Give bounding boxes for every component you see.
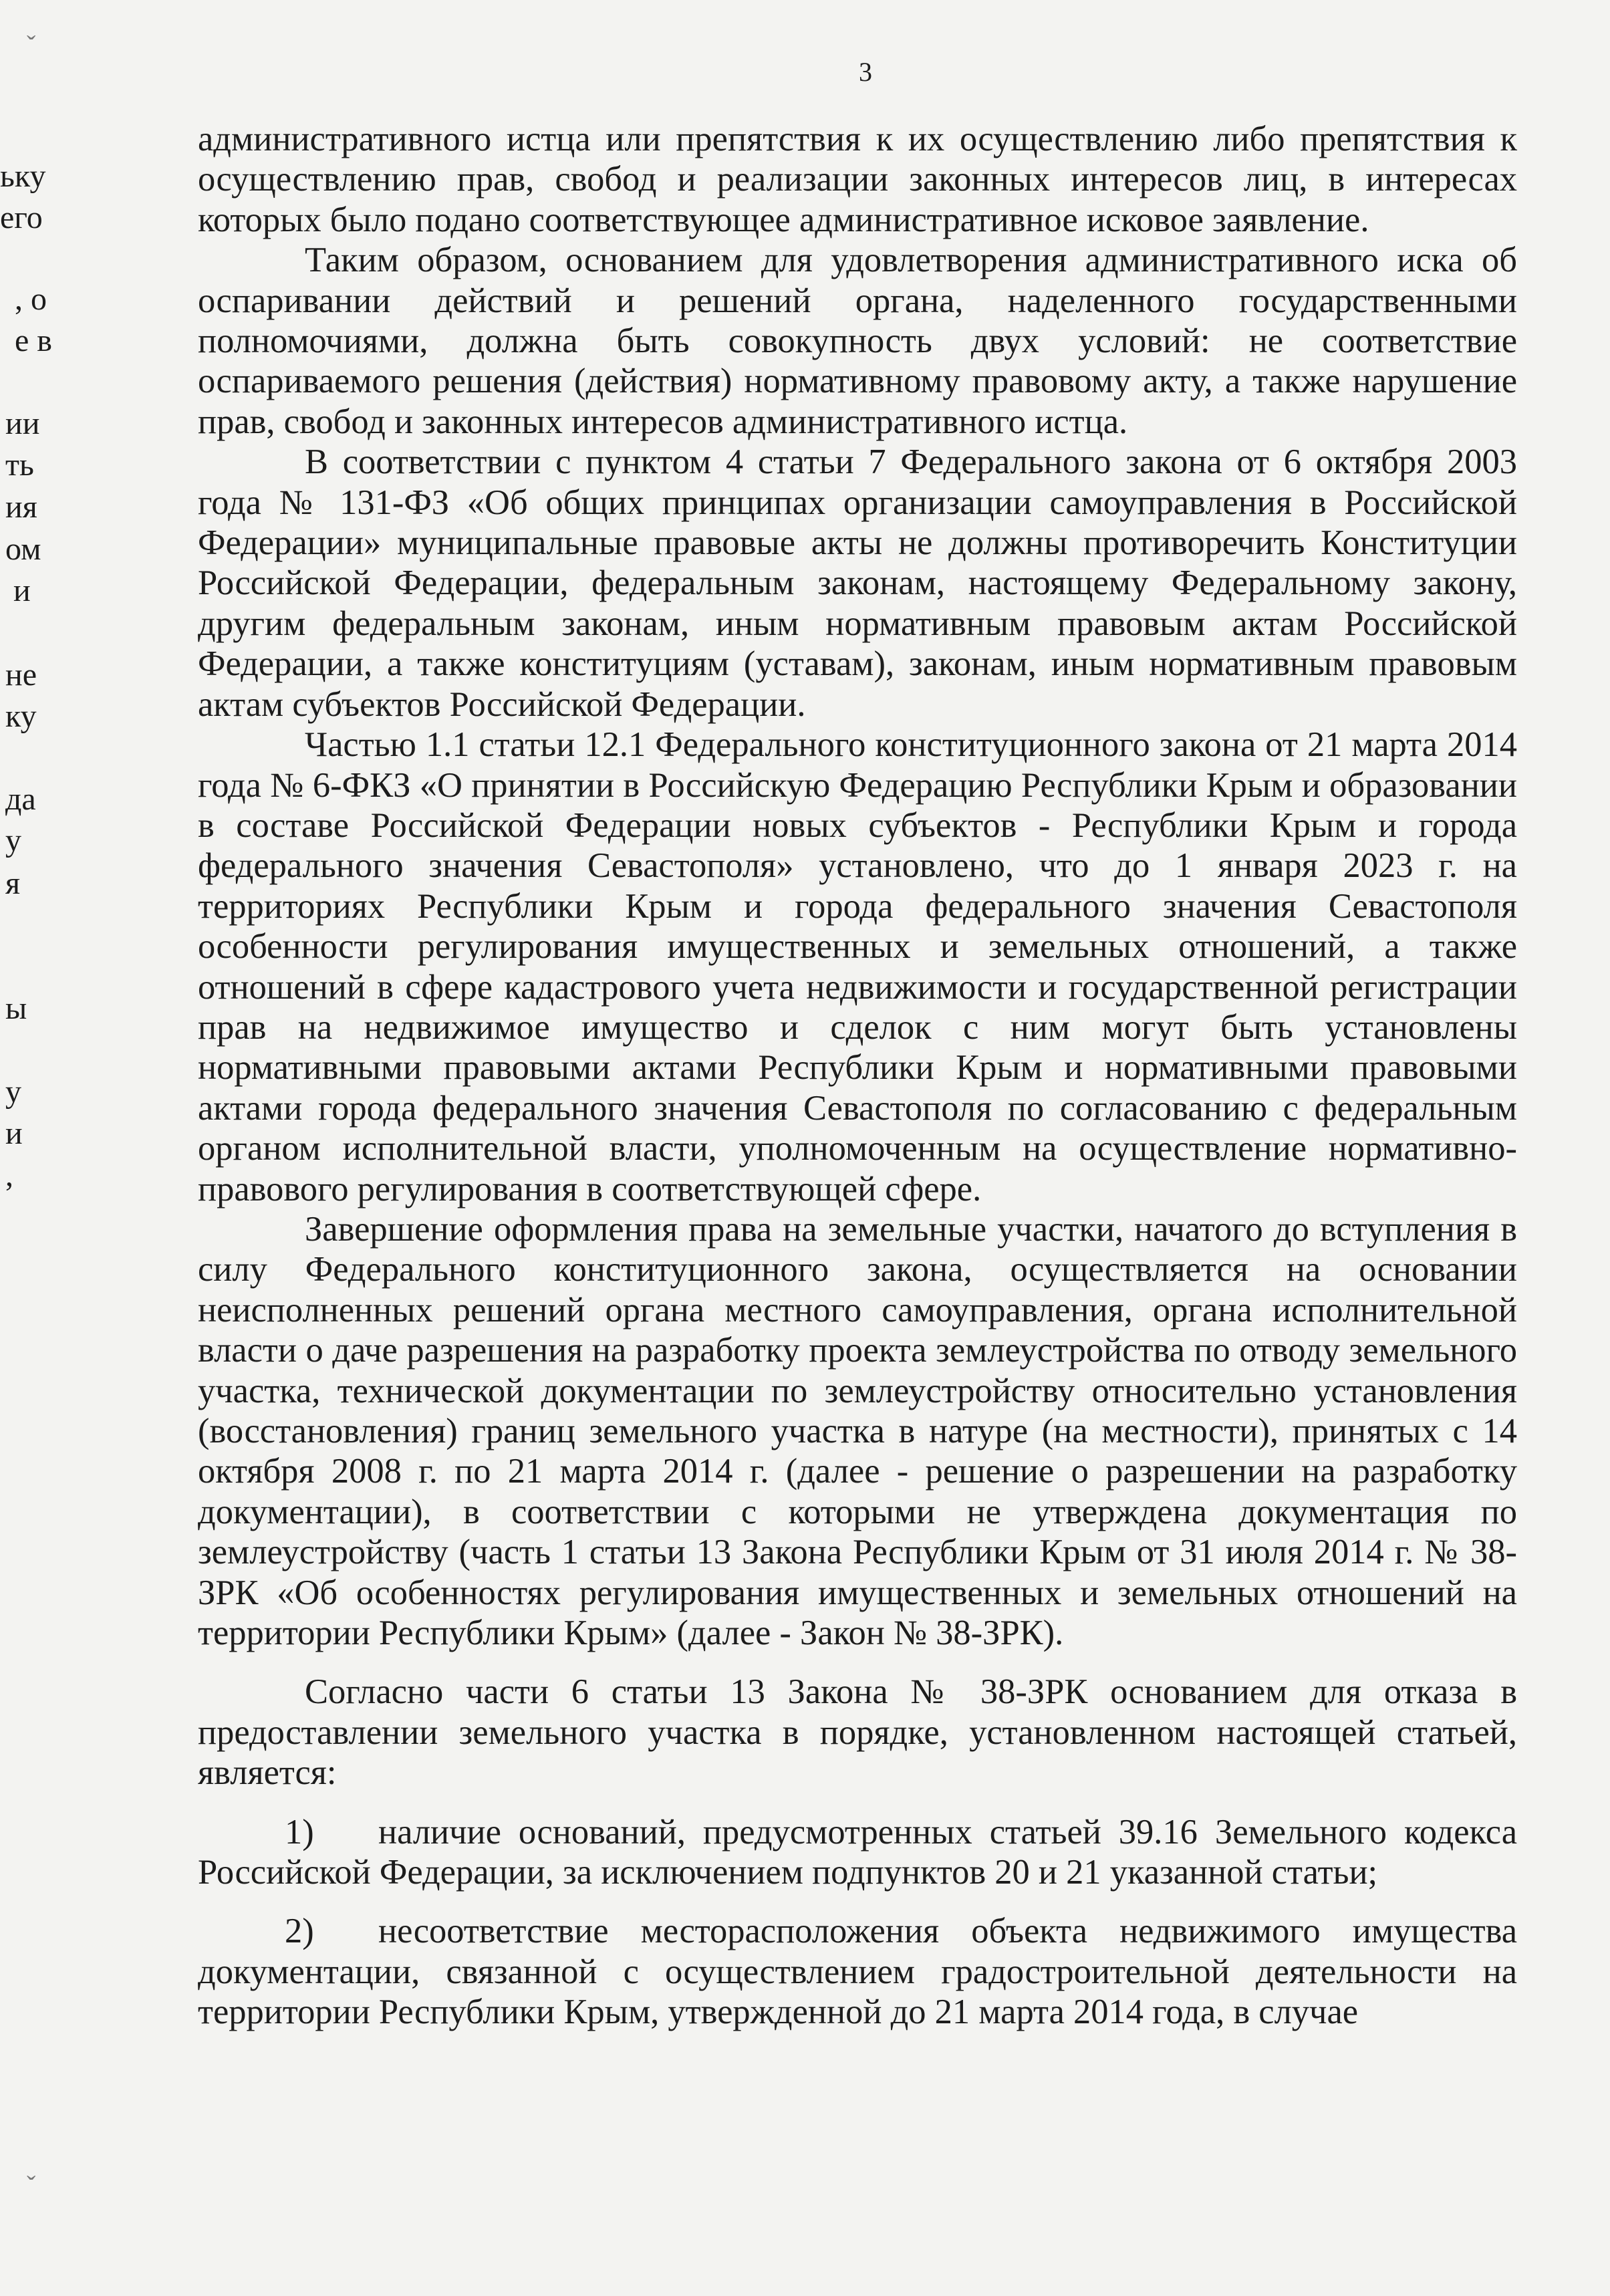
staple-mark: ˇ (27, 2170, 36, 2200)
list-item-number: 2) (285, 1912, 314, 1951)
list-item (198, 1911, 1517, 2032)
paragraph: Завершение оформления права на земельные участки, начатого до вступления в силу Федерального конституционного закона, осуществляется на основании неисполненных решений органа местного самоуправления, органа исполнительной власти о даче разрешения на разработку проекта землеустройства по отводу земельного участка, технической документации по землеустройству относительно установления (восстановления) границ земельного участка в натуре (на местности), принятых с 14 октября 2008 г. по 21 марта 2014 г. (далее - решение о разрешении на разработку документации), в соответствии с которыми не утверждена документация по землеустройству (часть 1 статьи 13 Закона Республики Крым от 31 июля 2014 г. № 38-ЗРК «Об особенностях регулирования имущественных и земельных отношений на территории Республики Крым» (далее - Закон № 38-ЗРК). (198, 1209, 1517, 1653)
paragraph: Частью 1.1 статьи 12.1 Федерального конституционного закона от 21 марта 2014 года № 6-ФКЗ «О принятии в Российскую Федерацию Республики Крым и образовании в составе Российской Федерации новых субъектов - Республики Крым и города федерального значения Севастополя» установлено, что до 1 января 2023 г. на территориях Республики Крым и города федерального значения Севастополя особенности регулирования имущественных и земельных отношений, а также отношений в сфере кадастрового учета недвижимости и государственной регистрации прав на недвижимое имущество и сделок с ним могут быть установлены нормативными правовыми актами Республики Крым и нормативными правовыми актами города федерального значения Севастополя по согласованию с федеральным органом исполнительной власти, уполномоченным на осуществление нормативно-правового регулирования в соответствующей сфере. (198, 725, 1517, 1208)
page-number: 3 (859, 57, 872, 87)
list-item-text: несоответствие месторасположения объекта недвижимого имущества документации, связанной с осуществлением градостроительной деятельности на территории Республики Крым, утвержденной до 21 марта 2014 года, в случае (198, 1912, 1517, 2032)
margin-fragment: и (5, 1116, 23, 1151)
margin-fragment: ьку (0, 158, 46, 194)
margin-fragment: и (13, 573, 31, 608)
margin-fragment: у (5, 823, 21, 858)
margin-fragment: е в (15, 323, 52, 358)
margin-fragment: у (5, 1074, 21, 1110)
paragraph: Таким образом, основанием для удовлетворения административного иска об оспаривании действий и решений органа, наделенного государственными полномочиями, должна быть совокупность двух условий: не соответствие оспариваемого решения (действия) нормативному правовому акту, а также нарушение прав, свобод и законных интересов административного истца. (198, 241, 1517, 441)
list-item-number: 1) (285, 1812, 314, 1852)
list-item-text: наличие оснований, предусмотренных статьей 39.16 Земельного кодекса Российской Федерации, за исключением подпунктов 20 и 21 указанной статьи; (198, 1812, 1517, 1892)
paragraph: Согласно части 6 статьи 13 Закона № 38-ЗРК основанием для отказа в предоставлении земельного участка в порядке, установленном настоящей статьей, является: (198, 1672, 1517, 1793)
staple-mark: ˇ (27, 30, 36, 60)
margin-fragment: я (5, 866, 21, 901)
adjacent-page-margin-fragments (0, 0, 74, 2296)
margin-fragment: , о (15, 281, 47, 317)
margin-fragment: ия (5, 489, 37, 525)
margin-fragment: да (5, 781, 36, 817)
document-body (198, 119, 1517, 2033)
margin-fragment: ку (5, 698, 37, 734)
paragraph: В соответствии с пунктом 4 статьи 7 Федерального закона от 6 октября 2003 года № 131-ФЗ «Об общих принципах организации самоуправления в Российской Федерации» муниципальные правовые акты не должны противоречить Конституции Российской Федерации, федеральным законам, настоящему Федеральному закону, другим федеральным законам, иным нормативным правовым актам Российской Федерации, а также конституциям (уставам), законам, иным нормативным правовым актам субъектов Российской Федерации. (198, 442, 1517, 724)
list-item (198, 1812, 1517, 1893)
margin-fragment: ии (5, 406, 40, 441)
margin-fragment: его (0, 200, 43, 235)
paragraph-continuation: административного истца или препятствия к их осуществлению либо препятствия к осуществлению прав, свобод и реализации законных интересов лиц, в интересах которых было подано соответствующее административное исковое заявление. (198, 120, 1517, 239)
margin-fragment: не (5, 657, 37, 692)
margin-fragment: ы (5, 991, 27, 1026)
margin-fragment: , (5, 1158, 13, 1193)
margin-fragment: ом (5, 531, 41, 567)
margin-fragment: ть (5, 447, 34, 483)
